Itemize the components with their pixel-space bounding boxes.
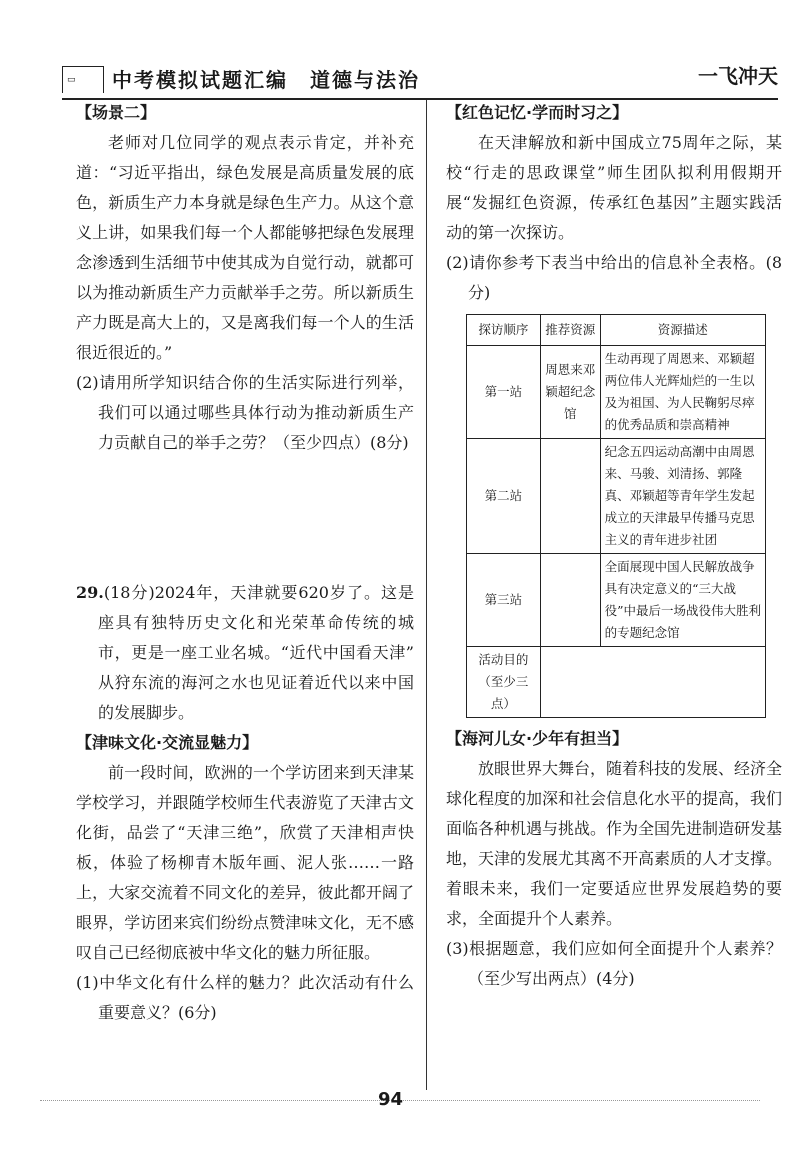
visit-table <box>466 314 766 718</box>
row2-description: 纪念五四运动高潮中由周恩来、马骏、刘清扬、郭隆真、邓颖超等青年学生发起成立的天津最早传播马克思主义的青年进步社团 <box>600 439 765 554</box>
logo-mark-icon: ▭ <box>67 75 76 85</box>
header-order: 探访顺序 <box>467 315 541 346</box>
row2-order: 第二站 <box>467 439 541 554</box>
row1-description: 生动再现了周恩来、邓颖超两位伟人光辉灿烂的一生以及为祖国、为人民鞠躬尽瘁的优秀品质和崇高精神 <box>600 346 765 439</box>
row3-resource-blank[interactable] <box>540 554 600 647</box>
row1-resource: 周恩来邓颖超纪念馆 <box>540 346 600 439</box>
table-row <box>467 439 766 554</box>
youth-title: 【海河儿女·少年有担当】 <box>446 729 629 748</box>
row4-purpose-blank[interactable] <box>540 647 765 718</box>
book-logo <box>62 66 104 93</box>
header-description: 资源描述 <box>600 315 765 346</box>
row2-resource-blank[interactable] <box>540 439 600 554</box>
brand-name: 一飞冲天 <box>698 64 778 88</box>
answer-space <box>76 458 414 578</box>
youth-text: 放眼世界大舞台，随着科技的发展、经济全球化程度的加深和社会信息化水平的提高，我们面临各种机遇与挑战。作为全国先进制造研发基地，天津的发展尤其离不开高素质的人才支撑。着眼未来，我们一定要适应世界发展趋势的要求，全面提升个人素养。 <box>446 759 783 928</box>
question-29-text: (18分)2024年，天津就要620岁了。这是座具有独特历史文化和光荣革命传统的城市，更是一座工业名城。“近代中国看天津” 从狩东流的海河之水也见证着近代以来中国的发展脚步。 <box>98 583 431 722</box>
question-2-right: (2)请你参考下表当中给出的信息补全表格。(8分) <box>446 253 782 302</box>
culture-text: 前一段时间，欧洲的一个学访团来到天津某学校学习，并跟随学校师生代表游览了天津古文化街，品尝了“天津三绝”，欣赏了天津相声快板，体验了杨柳青木版年画、泥人张……一路上，大家交流着不同文化的差异，彼此都开阔了眼界，学访团来宾们纷纷点赞津味文化，无不感叹自己已经彻底被中华文化的魅力所征服。 <box>76 763 414 962</box>
page-number: 94 <box>378 1089 404 1110</box>
red-memory-title: 【红色记忆·学而时习之】 <box>446 103 629 122</box>
header-resource: 推荐资源 <box>540 315 600 346</box>
question-1: (1)中华文化有什么样的魅力？此次活动有什么重要意义？(6分) <box>76 973 414 1022</box>
row3-description: 全面展现中国人民解放战争具有决定意义的“三大战役”中最后一场战役伟大胜利的专题纪念馆 <box>600 554 765 647</box>
book-title: 中考模拟试题汇编 道德与法治 <box>112 68 420 92</box>
question-2-left: (2)请用所学知识结合你的生活实际进行列举，我们可以通过哪些具体行动为推动新质生产力贡献自己的举手之劳？（至少四点）(8分) <box>76 373 414 452</box>
question-29-number: 29. <box>76 583 104 602</box>
right-column <box>446 98 782 994</box>
table-row <box>467 647 766 718</box>
table-row <box>467 554 766 647</box>
culture-title: 【津味文化·交流显魅力】 <box>76 733 259 752</box>
table-header-row <box>467 315 766 346</box>
table-row <box>467 346 766 439</box>
scene2-title: 【场景二】 <box>76 103 157 122</box>
red-memory-text: 在天津解放和新中国成立75周年之际，某校“行走的思政课堂”师生团队拟利用假期开展“发掘红色资源，传承红色基因”主题实践活动的第一次探访。 <box>446 133 782 242</box>
scene2-text: 老师对几位同学的观点表示肯定，并补充道：“习近平指出，绿色发展是高质量发展的底色，新质生产力本身就是绿色生产力。从这个意义上讲，如果我们每一个人都能够把绿色发展理念渗透到生活细节中使其成为自觉行动，就都可以为推动新质生产力贡献举手之劳。所以新质生产力既是高大上的，又是离我们每一个人的生活很近很近的。” <box>76 133 414 362</box>
row3-order: 第三站 <box>467 554 541 647</box>
page-header <box>62 60 778 94</box>
row4-order: 活动目的（至少三点） <box>467 647 541 718</box>
left-column <box>76 98 431 1028</box>
row1-order: 第一站 <box>467 346 541 439</box>
question-3: (3)根据题意，我们应如何全面提升个人素养？（至少写出两点）(4分) <box>446 939 782 988</box>
column-divider <box>426 100 427 1090</box>
question-29 <box>76 578 431 728</box>
